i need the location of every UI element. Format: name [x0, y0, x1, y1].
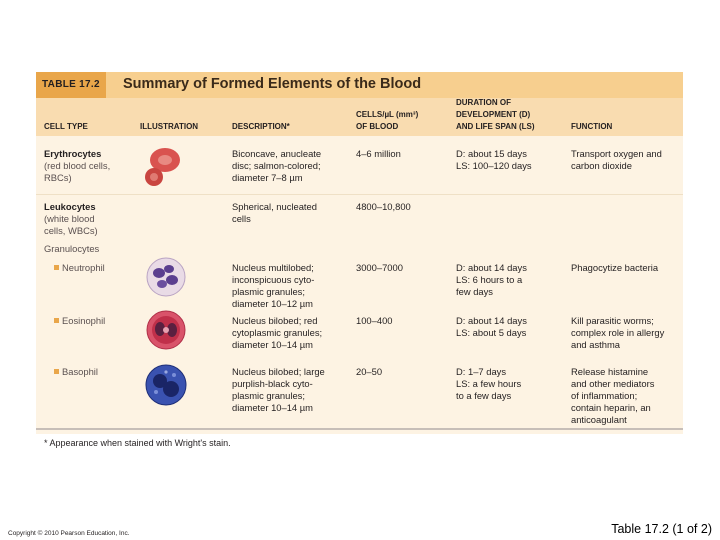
erythrocytes-dur-line1: D: about 15 days [456, 148, 527, 159]
header-duration-line2: DEVELOPMENT (D) [456, 110, 531, 119]
table-tag-label: TABLE 17.2 [42, 79, 100, 90]
table-bottom-rule [36, 428, 683, 430]
erythrocytes-func-line2: carbon dioxide [571, 160, 632, 171]
table-footnote: * Appearance when stained with Wright's stain. [44, 438, 231, 448]
neutrophil-illustration [145, 256, 187, 298]
erythrocytes-desc-line3: diameter 7–8 µm [232, 172, 303, 183]
neutrophil-func-line1: Phagocytize bacteria [571, 262, 659, 273]
eosinophil-name: Eosinophil [62, 315, 106, 326]
basophil-type [54, 366, 98, 378]
header-duration-line3: AND LIFE SPAN (LS) [456, 122, 535, 131]
neutrophil-desc-line2: inconspicuous cyto- [232, 274, 315, 285]
table-tag [36, 72, 106, 98]
leukocytes-description [232, 201, 317, 225]
basophil-dur-line3: to a few days [456, 390, 512, 401]
table-header-row [36, 98, 683, 136]
basophil-desc-line4: diameter 10–14 µm [232, 402, 313, 413]
basophil-func-line2: and other mediators [571, 378, 655, 389]
erythrocytes-name: Erythrocytes [44, 148, 102, 159]
table-title-bar [36, 72, 683, 98]
eosinophil-desc-line3: diameter 10–14 µm [232, 339, 313, 350]
erythrocytes-description [232, 148, 321, 184]
header-cells-per-ul [356, 109, 418, 133]
granulocytes-label: Granulocytes [44, 243, 100, 254]
basophil-desc-line2: purplish-black cyto- [232, 378, 313, 389]
header-description: DESCRIPTION* [232, 122, 290, 131]
eosinophil-duration [456, 315, 527, 339]
eosinophil-func-line3: and asthma [571, 339, 620, 350]
basophil-func-line5: anticoagulant [571, 414, 627, 425]
basophil-illustration [144, 362, 188, 408]
neutrophil-type [54, 262, 105, 274]
rbc-illustration [138, 146, 186, 190]
eosinophil-func-line2: complex role in allergy [571, 327, 665, 338]
eosinophil-dur-line2: LS: about 5 days [456, 327, 527, 338]
erythrocytes-alt1: (red blood cells, [44, 160, 111, 171]
bullet-icon [54, 318, 59, 323]
bullet-icon [54, 369, 59, 374]
header-illustration: ILLUSTRATION [140, 122, 199, 131]
header-cell-type: CELL TYPE [44, 122, 88, 131]
neutrophil-function [571, 262, 658, 274]
row-separator [36, 194, 683, 195]
table-title: Summary of Formed Elements of the Blood [123, 76, 422, 92]
neutrophil-description [232, 262, 314, 310]
eosinophil-function [571, 315, 664, 351]
slide-label: Table 17.2 (1 of 2) [611, 522, 712, 536]
eosinophil-illustration [145, 309, 187, 351]
basophil-dur-line2: LS: a few hours [456, 378, 522, 389]
erythrocytes-desc-line1: Biconcave, anucleate [232, 148, 322, 159]
neutrophil-desc-line4: diameter 10–12 µm [232, 298, 313, 309]
eosinophil-cells: 100–400 [356, 315, 393, 326]
neutrophil-cells: 3000–7000 [356, 262, 403, 273]
copyright-notice: Copyright © 2010 Pearson Education, Inc. [8, 530, 130, 537]
basophil-cells: 20–50 [356, 366, 383, 377]
leukocytes-alt1: (white blood [44, 213, 95, 224]
erythrocytes-dur-line2: LS: 100–120 days [456, 160, 532, 171]
eosinophil-desc-line1: Nucleus bilobed; red [232, 315, 318, 326]
erythrocytes-duration [456, 148, 532, 172]
basophil-duration [456, 366, 521, 402]
leukocytes-alt2: cells, WBCs) [44, 225, 98, 236]
eosinophil-desc-line2: cytoplasmic granules; [232, 327, 323, 338]
header-function: FUNCTION [571, 122, 613, 131]
row-leukocytes-type [44, 201, 98, 237]
erythrocytes-alt2: RBCs) [44, 172, 72, 183]
basophil-function [571, 366, 654, 426]
basophil-description [232, 366, 325, 414]
neutrophil-desc-line3: plasmic granules; [232, 286, 305, 297]
basophil-func-line4: contain heparin, an [571, 402, 651, 413]
header-cells-line2: OF BLOOD [356, 122, 399, 131]
neutrophil-desc-line1: Nucleus multilobed; [232, 262, 314, 273]
row-erythrocytes-type [44, 148, 110, 184]
eosinophil-description [232, 315, 322, 351]
neutrophil-dur-line3: few days [456, 286, 493, 297]
neutrophil-dur-line1: D: about 14 days [456, 262, 527, 273]
basophil-desc-line1: Nucleus bilobed; large [232, 366, 325, 377]
eosinophil-type [54, 315, 105, 327]
erythrocytes-cells: 4–6 million [356, 148, 401, 159]
header-cells-line1: CELLS/µL (mm³) [356, 110, 419, 119]
neutrophil-duration [456, 262, 527, 298]
basophil-func-line3: of inflammation; [571, 390, 638, 401]
header-duration [456, 97, 535, 133]
bullet-icon [54, 265, 59, 270]
erythrocytes-desc-line2: disc; salmon-colored; [232, 160, 321, 171]
neutrophil-name: Neutrophil [62, 262, 105, 273]
formed-elements-table [36, 72, 683, 434]
basophil-dur-line1: D: 1–7 days [456, 366, 507, 377]
header-duration-line1: DURATION OF [456, 98, 511, 107]
leukocytes-name: Leukocytes [44, 201, 96, 212]
erythrocytes-function [571, 148, 662, 172]
basophil-func-line1: Release histamine [571, 366, 649, 377]
eosinophil-dur-line1: D: about 14 days [456, 315, 527, 326]
leukocytes-desc-line1: Spherical, nucleated [232, 201, 317, 212]
leukocytes-desc-line2: cells [232, 213, 251, 224]
neutrophil-dur-line2: LS: 6 hours to a [456, 274, 523, 285]
leukocytes-cells: 4800–10,800 [356, 201, 411, 212]
basophil-desc-line3: plasmic granules; [232, 390, 305, 401]
erythrocytes-func-line1: Transport oxygen and [571, 148, 662, 159]
basophil-name: Basophil [62, 366, 98, 377]
eosinophil-func-line1: Kill parasitic worms; [571, 315, 654, 326]
